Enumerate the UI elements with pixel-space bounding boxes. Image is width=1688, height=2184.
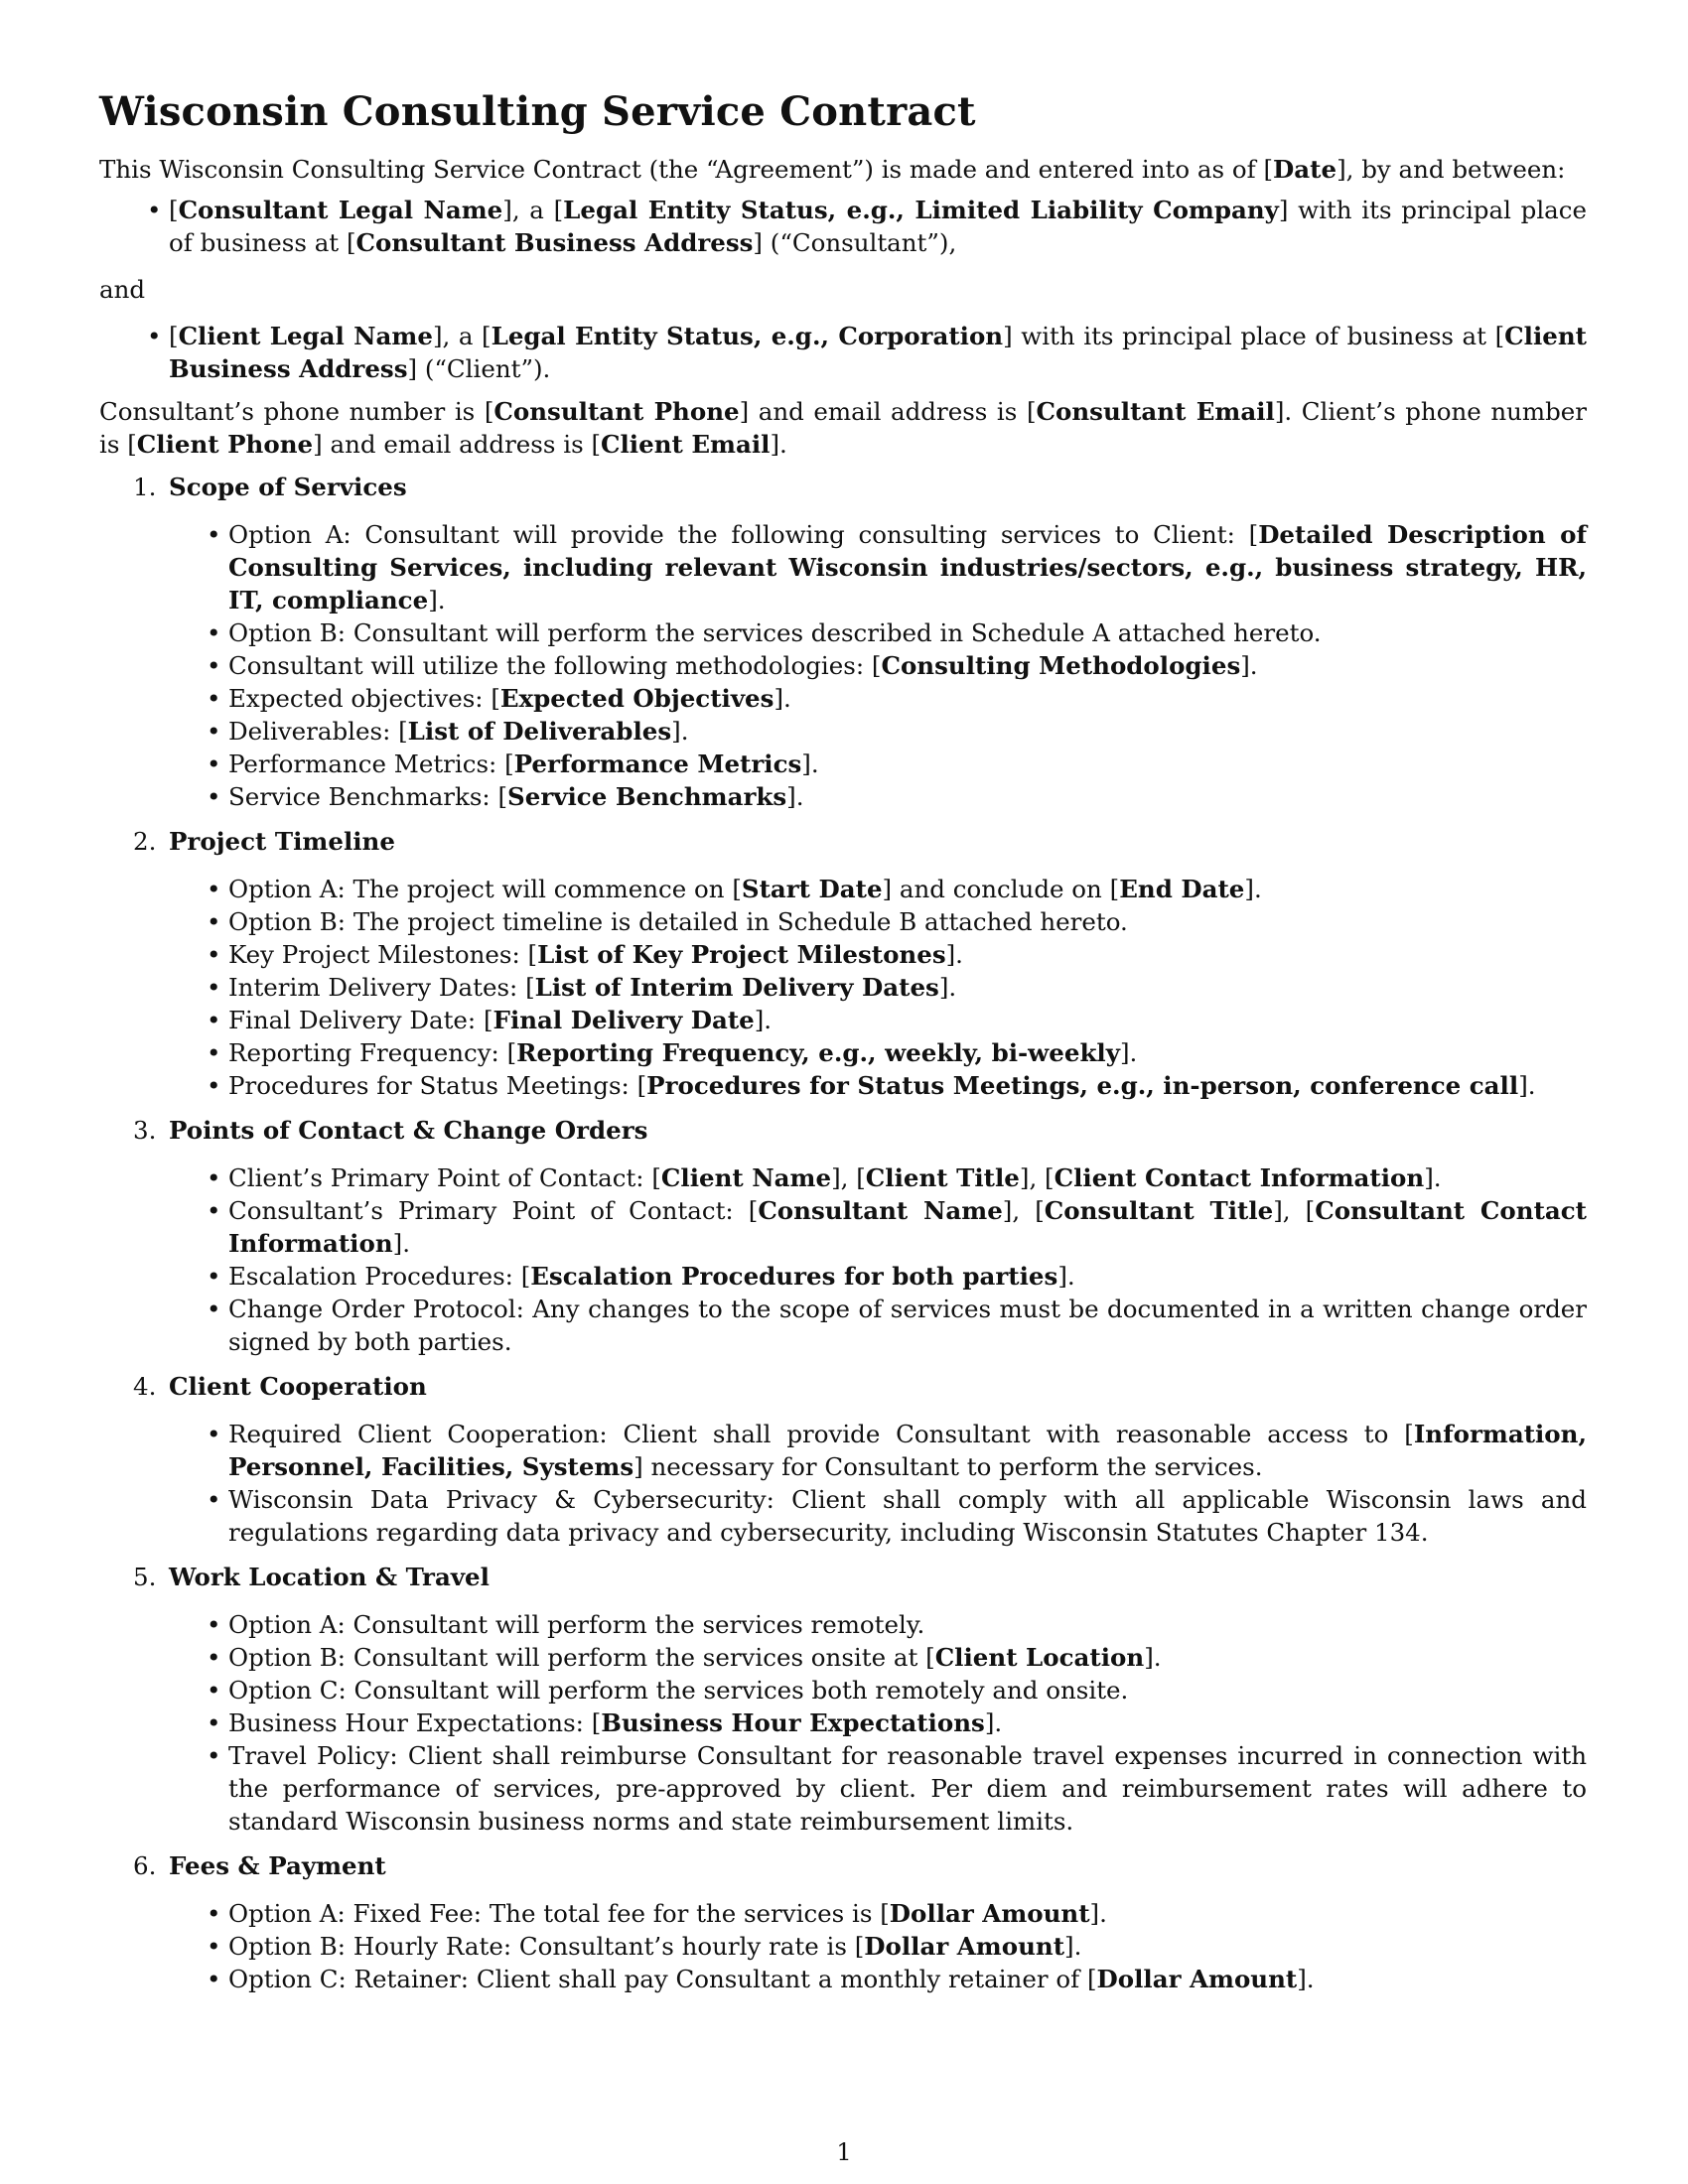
list-item: • Interim Delivery Dates: [List of Interim Delivery Dates]. (228, 971, 1587, 1004)
section-fees-payment (99, 1849, 1587, 1995)
section-points-of-contact (99, 1114, 1587, 1358)
contract-sections (99, 471, 1587, 1995)
bullet-list (169, 1608, 1587, 1838)
party-consultant: • [Consultant Legal Name], a [Legal Entity Status, e.g., Limited Liability Company] with its principal place of business at [Consultant Business Address] (“Consultant”), (169, 194, 1587, 259)
section-number: 5. (133, 1563, 157, 1591)
list-item: • Option A: Consultant will provide the following consulting services to Client: [Detailed Description of Consulting Services, including relevant Wisconsin industries/sectors, e.g., business strategy, HR, IT, compliance]. (228, 518, 1587, 616)
and-text: and (99, 275, 146, 304)
list-item: • Travel Policy: Client shall reimburse Consultant for reasonable travel expenses incurred in connection with the performance of services, pre-approved by client. Per diem and reimbursement rates will adhere to standard Wisconsin business norms and state reimbursement limits. (228, 1739, 1587, 1838)
list-item: • Escalation Procedures: [Escalation Procedures for both parties]. (228, 1260, 1587, 1293)
section-number: 1. (133, 473, 157, 501)
section-number: 2. (133, 827, 157, 856)
list-item: • Reporting Frequency: [Reporting Frequency, e.g., weekly, bi-weekly]. (228, 1036, 1587, 1069)
party-list-client (99, 320, 1587, 385)
party-list-consultant (99, 194, 1587, 259)
date-field: Date (1273, 155, 1337, 184)
bullet-list (169, 1161, 1587, 1358)
list-item: • Performance Metrics: [Performance Metrics]. (228, 748, 1587, 780)
section-title: Client Cooperation (169, 1372, 427, 1401)
section-work-location (99, 1561, 1587, 1838)
list-item: • Business Hour Expectations: [Business Hour Expectations]. (228, 1706, 1587, 1739)
list-item: • Option A: Fixed Fee: The total fee for the services is [Dollar Amount]. (228, 1897, 1587, 1930)
bullet-list (169, 1418, 1587, 1549)
intro-paragraph: This Wisconsin Consulting Service Contract (the “Agreement”) is made and entered into as of [Date], by and between: (99, 155, 1566, 184)
list-item: • Deliverables: [List of Deliverables]. (228, 715, 1587, 748)
list-item: • Consultant’s Primary Point of Contact: [Consultant Name], [Consultant Title], [Consultant Contact Information]. (228, 1194, 1587, 1260)
list-item: • Wisconsin Data Privacy & Cybersecurity: Client shall comply with all applicable Wisconsin laws and regulations regarding data privacy and cybersecurity, including Wisconsin Statutes Chapter 134. (228, 1483, 1587, 1549)
list-item: • Option B: The project timeline is detailed in Schedule B attached hereto. (228, 905, 1587, 938)
list-item: • Required Client Cooperation: Client shall provide Consultant with reasonable access to [Information, Personnel, Facilities, Systems] necessary for Consultant to perform the services. (228, 1418, 1587, 1483)
list-item: • Expected objectives: [Expected Objectives]. (228, 682, 1587, 715)
list-item: • Option A: The project will commence on [Start Date] and conclude on [End Date]. (228, 873, 1587, 905)
section-number: 6. (133, 1851, 157, 1880)
list-item: • Option B: Hourly Rate: Consultant’s hourly rate is [Dollar Amount]. (228, 1930, 1587, 1963)
list-item: • Change Order Protocol: Any changes to the scope of services must be documented in a written change order signed by both parties. (228, 1293, 1587, 1358)
section-title: Scope of Services (169, 473, 407, 501)
list-item: • Final Delivery Date: [Final Delivery Date]. (228, 1004, 1587, 1036)
page-title: Wisconsin Consulting Service Contract (99, 88, 976, 135)
list-item: • Option B: Consultant will perform the services described in Schedule A attached hereto. (228, 616, 1587, 649)
section-project-timeline (99, 825, 1587, 1102)
section-title: Project Timeline (169, 827, 395, 856)
list-item: • Option B: Consultant will perform the services onsite at [Client Location]. (228, 1641, 1587, 1674)
party-client: • [Client Legal Name], a [Legal Entity Status, e.g., Corporation] with its principal place of business at [Client Business Address] (“Client”). (169, 320, 1587, 385)
page-number: 1 (836, 2138, 852, 2166)
bullet-list (169, 518, 1587, 813)
section-number: 4. (133, 1372, 157, 1401)
list-item: • Option C: Retainer: Client shall pay Consultant a monthly retainer of [Dollar Amount]. (228, 1963, 1587, 1995)
list-item: • Consultant will utilize the following methodologies: [Consulting Methodologies]. (228, 649, 1587, 682)
section-title: Work Location & Travel (169, 1563, 490, 1591)
list-item: • Client’s Primary Point of Contact: [Client Name], [Client Title], [Client Contact Information]. (228, 1161, 1587, 1194)
bullet-list (169, 1897, 1587, 1995)
section-client-cooperation (99, 1370, 1587, 1549)
list-item: • Option C: Consultant will perform the services both remotely and onsite. (228, 1674, 1587, 1706)
section-scope-of-services (99, 471, 1587, 813)
list-item: • Option A: Consultant will perform the services remotely. (228, 1608, 1587, 1641)
list-item: • Key Project Milestones: [List of Key Project Milestones]. (228, 938, 1587, 971)
list-item: • Procedures for Status Meetings: [Procedures for Status Meetings, e.g., in-person, conference call]. (228, 1069, 1587, 1102)
list-item: • Service Benchmarks: [Service Benchmarks]. (228, 780, 1587, 813)
document-page (99, 87, 1587, 2007)
section-title: Fees & Payment (169, 1851, 386, 1880)
section-title: Points of Contact & Change Orders (169, 1116, 648, 1145)
bullet-list (169, 873, 1587, 1102)
contact-paragraph: Consultant’s phone number is [Consultant Phone] and email address is [Consultant Email]. Client’s phone number is [Client Phone] and email address is [Client Email]. (99, 397, 1588, 459)
section-number: 3. (133, 1116, 157, 1145)
